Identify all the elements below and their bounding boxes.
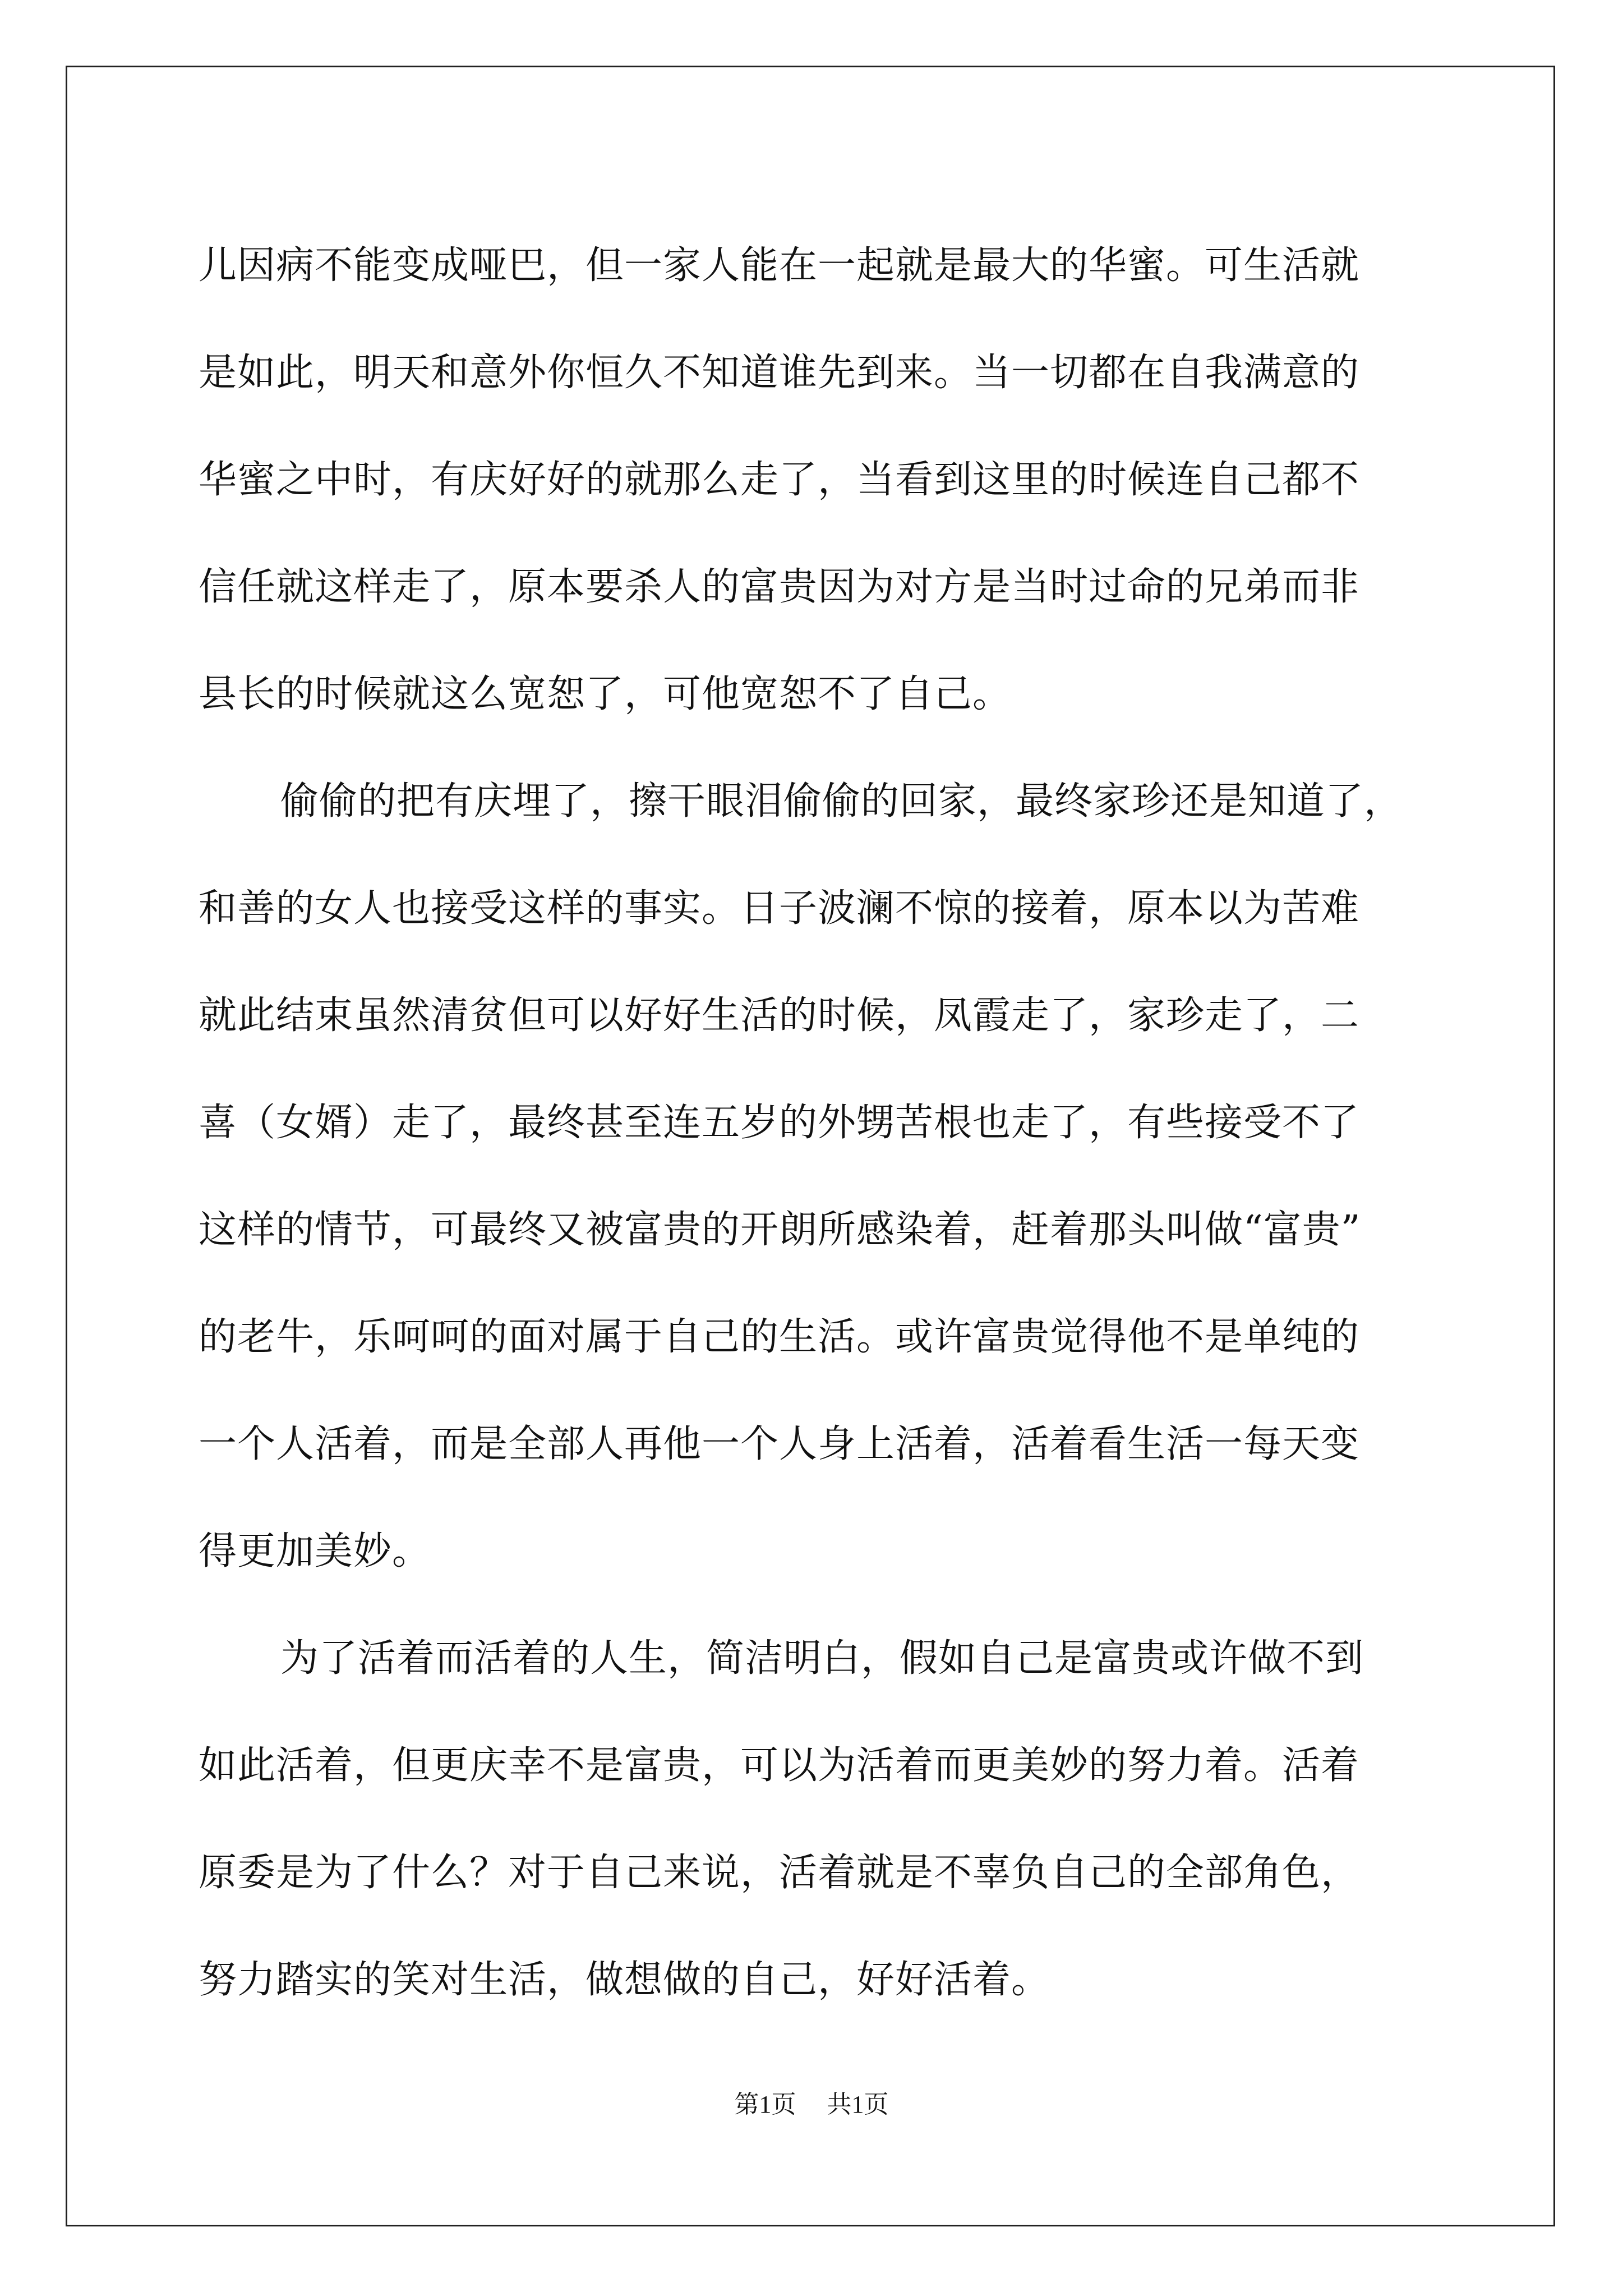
text-line: 儿因病不能变成哑巴，但一家人能在一起就是最大的华蜜。可生活就 [199, 243, 1360, 288]
text-line: 偷偷的把有庆埋了，擦干眼泪偷偷的回家，最终家珍还是知道了， [280, 779, 1403, 823]
text-line: 得更加美妙。 [199, 1529, 431, 1573]
text-line: 是如此，明天和意外你恒久不知道谁先到来。当一切都在自我满意的 [199, 351, 1360, 395]
page-total: 共1页 [827, 2091, 889, 2118]
text-line: 的老牛，乐呵呵的面对属于自己的生活。或许富贵觉得他不是单纯的 [199, 1315, 1360, 1359]
text-line: 这样的情节，可最终又被富贵的开朗所感染着，赶着那头叫做“富贵” [199, 1208, 1361, 1252]
text-line: 喜（女婿）走了，最终甚至连五岁的外甥苦根也走了，有些接受不了 [199, 1101, 1360, 1145]
text-line: 努力踏实的笑对生活，做想做的自己，好好活着。 [199, 1958, 1050, 2002]
text-line: 如此活着，但更庆幸不是富贵，可以为活着而更美妙的努力着。活着 [199, 1743, 1360, 1788]
text-line: 华蜜之中时，有庆好好的就那么走了，当看到这里的时候连自己都不 [199, 458, 1360, 502]
text-line: 就此结束虽然清贫但可以好好生活的时候，凤霞走了，家珍走了，二 [199, 993, 1360, 1038]
page-number: 第1页 [734, 2091, 796, 2118]
text-line: 和善的女人也接受这样的事实。日子波澜不惊的接着，原本以为苦难 [199, 886, 1360, 931]
document-body [199, 212, 1432, 2033]
text-line: 原委是为了什么？对于自己来说，活着就是不辜负自己的全部角色， [199, 1851, 1360, 1895]
text-line: 为了活着而活着的人生，简洁明白，假如自己是富贵或许做不到 [280, 1636, 1364, 1681]
page-footer [0, 2084, 1623, 2120]
text-line: 信任就这样走了，原本要杀人的富贵因为对方是当时过命的兄弟而非 [199, 565, 1360, 609]
text-line: 一个人活着，而是全部人再他一个人身上活着，活着看生活一每天变 [199, 1422, 1360, 1466]
text-line: 县长的时候就这么宽恕了，可他宽恕不了自己。 [199, 672, 1012, 716]
